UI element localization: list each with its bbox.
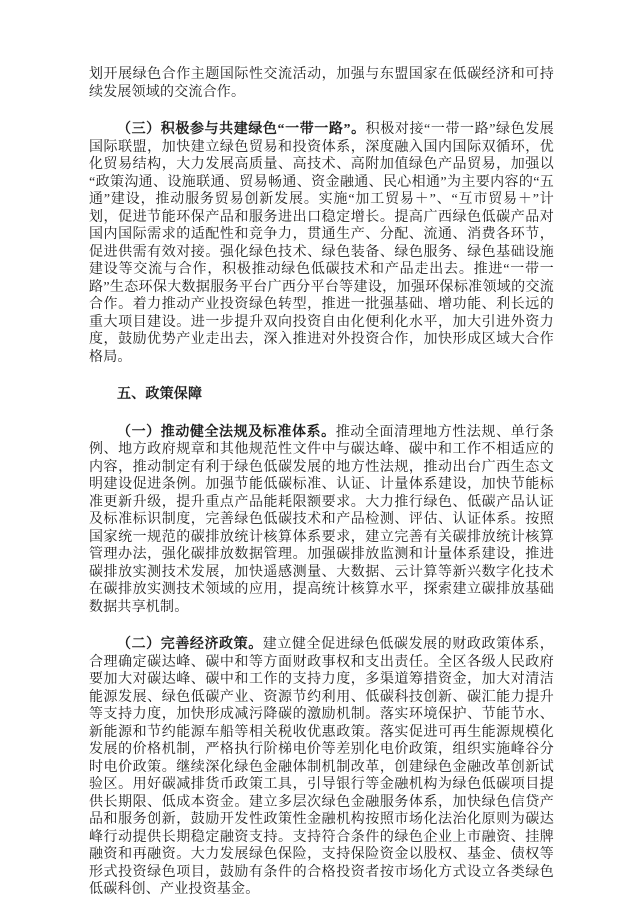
section-1-body-text: 推动全面清理地方性法规、单行条例、地方政府规章和其他规范性文件中与碳达峰、碳中和工作不相适应的内容，推动制定有利于绿色低碳发展的地方性法规，推动出台广西生态文明建设促进条例。加强节能低碳标准、认证、计量体系建设，加快节能标准更新升级，提升重点产品能耗限额要求。大力推行绿色、低碳产品认证及标准标识制度，完善绿色低碳技术和产品检测、评估、认证体系。按照国家统一规范的碳排放统计核算体系要求，建立完善有关碳排放统计核算管理办法，强化碳排放数据管理。加强碳排放监测和计量体系建设，推进碳排放实测技术发展，加快遥感测量、大数据、云计算等新兴数字化技术在碳排放实测技术领域的应用，提高统计核算水平，探索建立碳排放基础数据共享机制。 xyxy=(89,424,555,615)
document-body xyxy=(89,66,554,905)
section-2-lead: （二）完善经济政策。 xyxy=(117,637,263,652)
paragraph-continuation: 划开展绿色合作主题国际性交流活动，加强与东盟国家在低碳经济和可持续发展领域的交流合作。 xyxy=(89,67,554,100)
section-1-lead: （一）推动健全法规及标准体系。 xyxy=(117,424,336,440)
paragraph-section-3 xyxy=(89,121,554,366)
paragraph-section-2 xyxy=(89,636,554,899)
section-3-body-text: 积极对接“一带一路”绿色发展国际联盟，加快建立绿色贸易和投资体系，深度融入国内国际双循环，优化贸易结构，大力发展高质量、高技术、高附加值绿色产品贸易，加强以“政策沟通、设施联通、贸易畅通、资金融通、民心相通”为主要内容的“五通”建设，推动服务贸易创新发展。实施“加工贸易＋”、“互市贸易＋”计划，促进节能环保产品和服务进出口稳定增长。提高广西绿色低碳产品对国内国际需求的适配性和竞争力，贯通生产、分配、流通、消费各环节，促进供需有效对接。强化绿色技术、绿色装备、绿色服务、绿色基础设施建设等交流与合作，积极推动绿色低碳技术和产品走出去。推进“一带一路”生态环保大数据服务平台广西分平台等建设，加强环保标准领域的交流合作。着力推动产业投资绿色转型，推进一批强基础、增功能、利长远的重大项目建设。进一步提升双向投资自由化便利化水平，加大引进外资力度，鼓励优势产业走出去，深入推进对外投资合作，加快形成区域大合作格局。 xyxy=(89,122,554,365)
section-2-body-text: 建立健全促进绿色低碳发展的财政政策体系，合理确定碳达峰、碳中和等方面财政事权和支出责任。全区各级人民政府要加大对碳达峰、碳中和工作的支持力度，多渠道筹措资金，加大对清洁能源发展、绿色低碳产业、资源节约利用、低碳科技创新、碳汇能力提升等支持力度，加快形成减污降碳的激励机制。落实环境保护、节能节水、新能源和节约能源车船等相关税收优惠政策。落实促进可再生能源规模化发展的价格机制，严格执行阶梯电价等差别化电价政策，组织实施峰谷分时电价政策。继续深化绿色金融体制机制改革，创建绿色金融改革创新试验区。用好碳减排货币政策工具，引导银行等金融机构为绿色低碳项目提供长期限、低成本资金。建立多层次绿色金融服务体系，加快绿色信贷产品和服务创新，鼓励开发性政策性金融机构按照市场化法治化原则为碳达峰行动提供长期稳定融资支持。支持符合条件的绿色企业上市融资、挂牌融资和再融资。大力发展绿色保险，支持保险资金以股权、基金、债权等形式投资绿色项目，鼓励有条件的合格投资者按市场化方式设立各类绿色低碳科创、产业投资基金。 xyxy=(89,637,555,897)
section-3-lead: （三）积极参与共建绿色“一带一路”。 xyxy=(117,122,366,137)
paragraph-section-1 xyxy=(89,424,554,617)
chapter-5-heading: 五、政策保障 xyxy=(117,387,203,402)
